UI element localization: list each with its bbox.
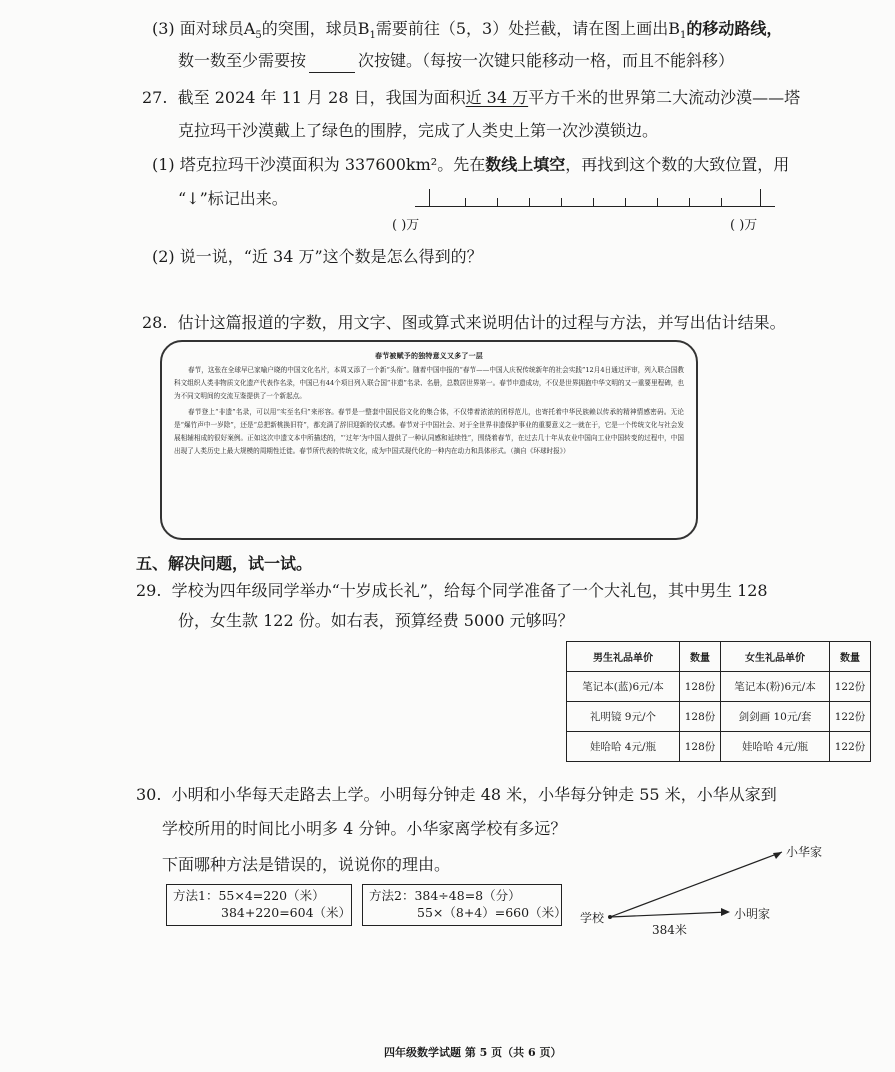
- q27-part2: (2) 说一说，“近 34 万”这个数是怎么得到的？: [152, 247, 483, 266]
- table-header: 数量: [680, 642, 721, 672]
- method1-line1: 方法1：55×4=220（米）: [173, 888, 325, 903]
- table-row: [567, 702, 871, 732]
- q27-line1: 27. 截至 2024 年 11 月 28 日，我国为面积近 34 万平方千米的世界第二大流动沙漠——塔: [142, 88, 801, 107]
- table-cell: 122份: [830, 702, 871, 732]
- number-line-right-label[interactable]: ( )万: [730, 218, 758, 233]
- table-cell: 128份: [680, 732, 721, 762]
- table-header: 男生礼品单价: [567, 642, 680, 672]
- label-school: 学校: [580, 911, 605, 925]
- table-cell: 娃哈哈 4元/瓶: [721, 732, 830, 762]
- number-line-tick: [561, 198, 562, 206]
- route-diagram: [570, 840, 870, 950]
- route-to-xiaoming: [610, 912, 728, 917]
- q30-line3: 下面哪种方法是错误的，说说你的理由。: [162, 855, 451, 874]
- q28-text: 28. 估计这篇报道的字数，用文字、图或算式来说明估计的过程与方法，并写出估计结果。: [142, 313, 786, 332]
- table-header: 女生礼品单价: [721, 642, 830, 672]
- number-line-left-label[interactable]: ( )万: [392, 218, 420, 233]
- method2-box: [362, 884, 567, 926]
- table-header-row: [567, 642, 871, 672]
- number-line-tick: [465, 198, 466, 206]
- table-cell: 128份: [680, 702, 721, 732]
- table-cell: 122份: [830, 732, 871, 762]
- label-xiaohua-home: 小华家: [786, 845, 823, 859]
- q30-line1: 30. 小明和小华每天走路去上学。小明每分钟走 48 米，小华每分钟走 55 米，小华从家到: [136, 785, 777, 804]
- method2-line2: 55×（8+4）=660（米）: [417, 905, 567, 920]
- q26-part3-line2: 数一数至少需要按 次按键。（每按一次键只能移动一格，而且不能斜移）: [178, 50, 734, 73]
- number-line-tick: [529, 198, 530, 206]
- q26-part3-line1: (3) 面对球员$A_5$的突围，球员$B_1$需要前往（5，3）处拦截，请在图上画出$B_1$的移动路线，: [152, 19, 783, 42]
- number-line-tick: [625, 198, 626, 206]
- arrow-head-icon: [773, 852, 782, 859]
- page-footer: 四年级数学试题 第 5 页（共 6 页）: [384, 1046, 562, 1059]
- table-cell: 笔记本(粉)6元/本: [721, 672, 830, 702]
- table-cell: 剑剑画 10元/套: [721, 702, 830, 732]
- q27-line2: 克拉玛干沙漠戴上了绿色的围脖，完成了人类史上第一次沙漠锁边。: [178, 121, 659, 140]
- label-xiaoming-home: 小明家: [734, 907, 771, 921]
- q27-part1-line1: (1) 塔克拉玛干沙漠面积为 337600km²。先在数线上填空，再找到这个数的大致位置，用: [152, 155, 790, 174]
- number-line-major-tick: [760, 189, 761, 206]
- table-cell: 128份: [680, 672, 721, 702]
- table-cell: 122份: [830, 672, 871, 702]
- arrow-head-icon: [721, 908, 730, 916]
- table-header: 数量: [830, 642, 871, 672]
- label-distance: 384米: [652, 923, 687, 937]
- number-line-tick: [497, 198, 498, 206]
- gift-price-table: [566, 641, 871, 762]
- table-cell: 笔记本(蓝)6元/本: [567, 672, 680, 702]
- answer-blank[interactable]: [309, 50, 355, 73]
- news-article-box: [160, 340, 698, 540]
- q29-line1: 29. 学校为四年级同学举办“十岁成长礼”，给每个同学准备了一个大礼包，其中男生 128: [136, 581, 768, 600]
- method2-line1: 方法2：384÷48=8（分）: [369, 888, 521, 903]
- table-row: [567, 672, 871, 702]
- number-line-tick: [721, 198, 722, 206]
- table-cell: 礼明镜 9元/个: [567, 702, 680, 732]
- table-row: [567, 732, 871, 762]
- article-paragraph-1: 春节，这张在全球早已家喻户晓的中国文化名片，本周又添了一个新“头衔”。随着中国申报的“春节——中国人庆祝传统新年的社会实践”12月4日通过评审，列入联合国教科文组织人类非物质文化遗产代表作名录，中国已有44个项目列入联合国“非遗”名录、名册，总数居世界第一。春节申遗成功，不仅是世界拥抱中华文明的又一重要里程碑，也为不同文明间的交流互鉴提供了一个新起点。: [174, 366, 684, 401]
- method1-line2: 384+220=604（米）: [221, 905, 352, 920]
- number-line-tick: [593, 198, 594, 206]
- number-line-tick: [657, 198, 658, 206]
- q30-line2: 学校所用的时间比小明多 4 分钟。小华家离学校有多远？: [162, 819, 567, 838]
- article-paragraph-2: 春节登上“非遗”名录，可以用“实至名归”来形容。春节是一整套中国民俗文化的集合体，不仅带着浓浓的团桴范儿，也寄托着中华民族赖以传承的精神情感密码。无论是“爆竹声中一岁除”，还是“总把新桃换旧符”，都充满了辞旧迎新的仪式感。春节对于中国社会、对于全世界非遗保护事业的重要意义之一就在于，它是一个传统文化与社会发展相辅相成的很好案例。正如这次申遗文本中所描述的，“‘过年’为中国人提供了一种认同感和延续性”，围绕着春节，在过去几十年从农业中国向工业中国转变的过程中，中国出现了人类历史上最大规模的周期性迁徙。春节所代表的传统文化，成为中国式现代化的一种内在动力和具体形式。（摘自《环球时报》）: [174, 407, 684, 456]
- number-line-tick: [689, 198, 690, 206]
- q27-part1-line2: “↓”标记出来。: [178, 189, 288, 208]
- article-title: 春节被赋予的独特意义又多了一层: [375, 352, 483, 360]
- number-line[interactable]: [415, 206, 775, 207]
- school-point: [608, 915, 612, 919]
- q29-line2: 份，女生款 122 份。如右表，预算经费 5000 元够吗？: [178, 611, 574, 630]
- section-heading: 五、解决问题，试一试。: [136, 554, 313, 573]
- table-cell: 娃哈哈 4元/瓶: [567, 732, 680, 762]
- method1-box: [166, 884, 352, 926]
- number-line-major-tick: [429, 189, 430, 206]
